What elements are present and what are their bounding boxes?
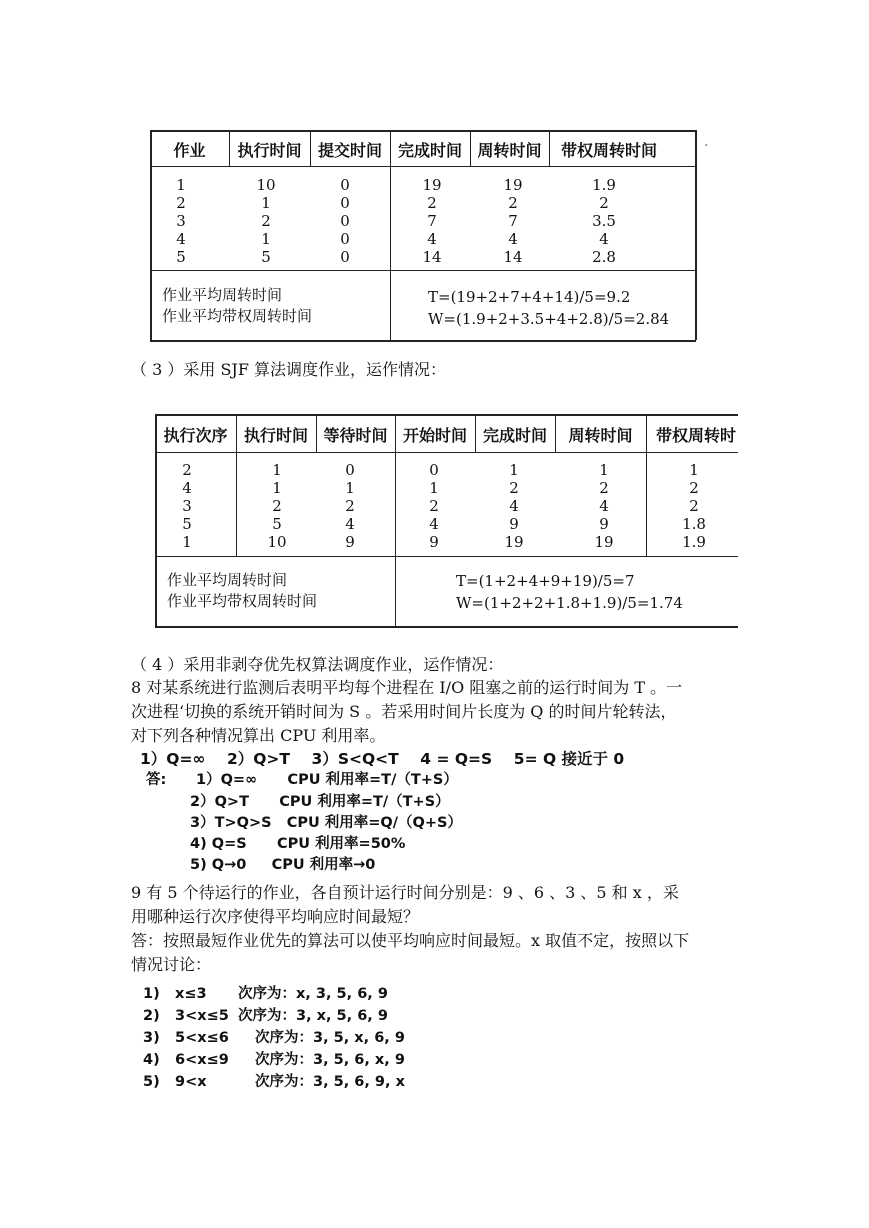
summary-label: 作业平均带权周转时间 (162, 307, 313, 325)
table-cell: 2 (427, 194, 437, 212)
table-cell: 14 (422, 248, 442, 266)
table-cell: 2 (272, 497, 282, 515)
table-header: 周转时间 (568, 426, 633, 445)
order-num: 2) (143, 1008, 160, 1024)
table-cell: 10 (256, 176, 276, 194)
table-cell: 4 (599, 230, 609, 248)
table-cell: 9 (429, 533, 439, 551)
table-cell: 19 (422, 176, 442, 194)
table-cell: 3.5 (592, 212, 616, 230)
order-num: 5) (143, 1074, 160, 1090)
table-header: 开始时间 (402, 426, 467, 445)
table-cell: 5 (176, 248, 186, 266)
q8-line: 8 对某系统进行监测后表明平均每个进程在 I/O 阻塞之前的运行时间为 T 。一 (131, 678, 683, 697)
q9-line: 9 有 5 个待运行的作业，各自预计运行时间分别是：9 、6 、3 、5 和 x ，采 (131, 883, 679, 902)
table-cell: 2.8 (592, 248, 616, 266)
table-cell: 9 (509, 515, 519, 533)
table-header: 带权周转时间 (560, 141, 657, 160)
q8-answer: 5) Q→0 CPU 利用率→0 (190, 857, 376, 873)
order-num: 1) (143, 986, 160, 1002)
table-cell: 4 (429, 515, 439, 533)
table-cell: 0 (429, 461, 439, 479)
table-cell: 4 (508, 230, 518, 248)
table-cell: 1.8 (682, 515, 706, 533)
table-cell: 2 (345, 497, 355, 515)
table-cell: 2 (509, 479, 519, 497)
table-cell: 0 (340, 194, 350, 212)
order-seq: 次序为：3, x, 5, 6, 9 (238, 1008, 388, 1024)
table-cell: 1 (509, 461, 519, 479)
q8-answer: 4) Q=S CPU 利用率=50% (190, 836, 406, 852)
table-cell: 4 (427, 230, 437, 248)
table-cell: 14 (503, 248, 523, 266)
table-cell: 0 (340, 212, 350, 230)
table-cell: 7 (508, 212, 518, 230)
table-cell: 2 (261, 212, 271, 230)
q8-answer: 2）Q>T CPU 利用率=T/（T+S） (190, 794, 450, 810)
table-cell: 2 (599, 479, 609, 497)
table-cell: 1 (261, 230, 271, 248)
q8-answer: 1）Q=∞ CPU 利用率=T/（T+S） (196, 772, 458, 788)
order-num: 4) (143, 1052, 160, 1068)
order-seq: 次序为：3, 5, 6, 9, x (255, 1074, 405, 1090)
table-header: 完成时间 (482, 426, 547, 445)
table-cell: 4 (182, 479, 192, 497)
table-cell: 1 (176, 176, 186, 194)
order-num: 3) (143, 1030, 160, 1046)
table-header: 提交时间 (317, 141, 382, 160)
table-cell: 2 (182, 461, 192, 479)
q8-cases: 1）Q=∞ 2）Q>T 3）S<Q<T 4 = Q=S 5= Q 接近于 0 (140, 750, 625, 768)
table-cell: 9 (599, 515, 609, 533)
table-cell: 0 (340, 248, 350, 266)
q8-answer: 3）T>Q>S CPU 利用率=Q/（Q+S） (190, 815, 462, 831)
order-seq: 次序为：3, 5, 6, x, 9 (255, 1052, 405, 1068)
order-seq: 次序为：x, 3, 5, 6, 9 (238, 986, 388, 1002)
table-cell: 0 (345, 461, 355, 479)
q9-line: 情况讨论： (131, 955, 212, 974)
table-cell: 1.9 (682, 533, 706, 551)
q9-line: 答：按照最短作业优先的算法可以使平均响应时间最短。x 取值不定，按照以下 (131, 931, 690, 950)
table-header: 作业 (173, 141, 206, 160)
order-cond: x≤3 (175, 986, 207, 1002)
order-cond: 6<x≤9 (175, 1052, 229, 1068)
summary-formula: T=(1+2+4+9+19)/5=7 (456, 572, 635, 590)
order-cond: 9<x (175, 1074, 207, 1090)
table-cell: 1 (429, 479, 439, 497)
table-cell: 1 (182, 533, 192, 551)
summary-formula: T=(19+2+7+4+14)/5=9.2 (428, 288, 631, 306)
summary-label: 作业平均带权周转时间 (167, 592, 318, 610)
table-cell: 4 (509, 497, 519, 515)
summary-formula: W=(1.9+2+3.5+4+2.8)/5=2.84 (428, 310, 670, 328)
scan-speck: · (704, 138, 709, 154)
table-header: 等待时间 (323, 426, 388, 445)
table-header: 带权周转时 (656, 426, 737, 445)
table-cell: 5 (272, 515, 282, 533)
table-cell: 3 (176, 212, 186, 230)
table-cell: 19 (504, 533, 524, 551)
table-cell: 1 (689, 461, 699, 479)
table-header: 执行时间 (237, 141, 302, 160)
table-header: 执行时间 (243, 426, 308, 445)
table-cell: 9 (345, 533, 355, 551)
table-header: 完成时间 (397, 141, 462, 160)
q8-line: 次进程‘切换的系统开销时间为 S 。若采用时间片长度为 Q 的时间片轮转法， (131, 702, 677, 721)
table-cell: 2 (689, 479, 699, 497)
order-seq: 次序为：3, 5, x, 6, 9 (255, 1030, 405, 1046)
priority-heading: （ 4 ）采用非剥夺优先权算法调度作业，运作情况： (131, 655, 504, 674)
table-cell: 4 (599, 497, 609, 515)
table-cell: 1 (261, 194, 271, 212)
sjf-heading: （ 3 ）采用 SJF 算法调度作业，运作情况： (131, 360, 447, 379)
table-cell: 19 (503, 176, 523, 194)
table-cell: 4 (345, 515, 355, 533)
table-cell: 1 (345, 479, 355, 497)
table-cell: 1.9 (592, 176, 616, 194)
table-header: 执行次序 (163, 426, 228, 445)
table-cell: 1 (272, 461, 282, 479)
table-cell: 0 (340, 176, 350, 194)
table-cell: 2 (429, 497, 439, 515)
table-cell: 10 (267, 533, 287, 551)
table-cell: 2 (508, 194, 518, 212)
table-cell: 2 (176, 194, 186, 212)
order-cond: 5<x≤6 (175, 1030, 229, 1046)
summary-label: 作业平均周转时间 (167, 571, 288, 589)
order-cond: 3<x≤5 (175, 1008, 229, 1024)
table-cell: 19 (594, 533, 614, 551)
table-cell: 2 (599, 194, 609, 212)
q8-answer-label: 答: (146, 772, 167, 788)
table-cell: 0 (340, 230, 350, 248)
table-cell: 7 (427, 212, 437, 230)
summary-label: 作业平均周转时间 (162, 286, 283, 304)
table-cell: 2 (689, 497, 699, 515)
q8-line: 对下列各种情况算出 CPU 利用率。 (131, 726, 386, 745)
table-header: 周转时间 (477, 141, 542, 160)
table-cell: 1 (599, 461, 609, 479)
table-cell: 1 (272, 479, 282, 497)
q9-line: 用哪种运行次序使得平均响应时间最短？ (131, 907, 420, 926)
table-cell: 5 (261, 248, 271, 266)
table-cell: 3 (182, 497, 192, 515)
table-cell: 5 (182, 515, 192, 533)
table-cell: 4 (176, 230, 186, 248)
summary-formula: W=(1+2+2+1.8+1.9)/5=1.74 (456, 594, 683, 612)
